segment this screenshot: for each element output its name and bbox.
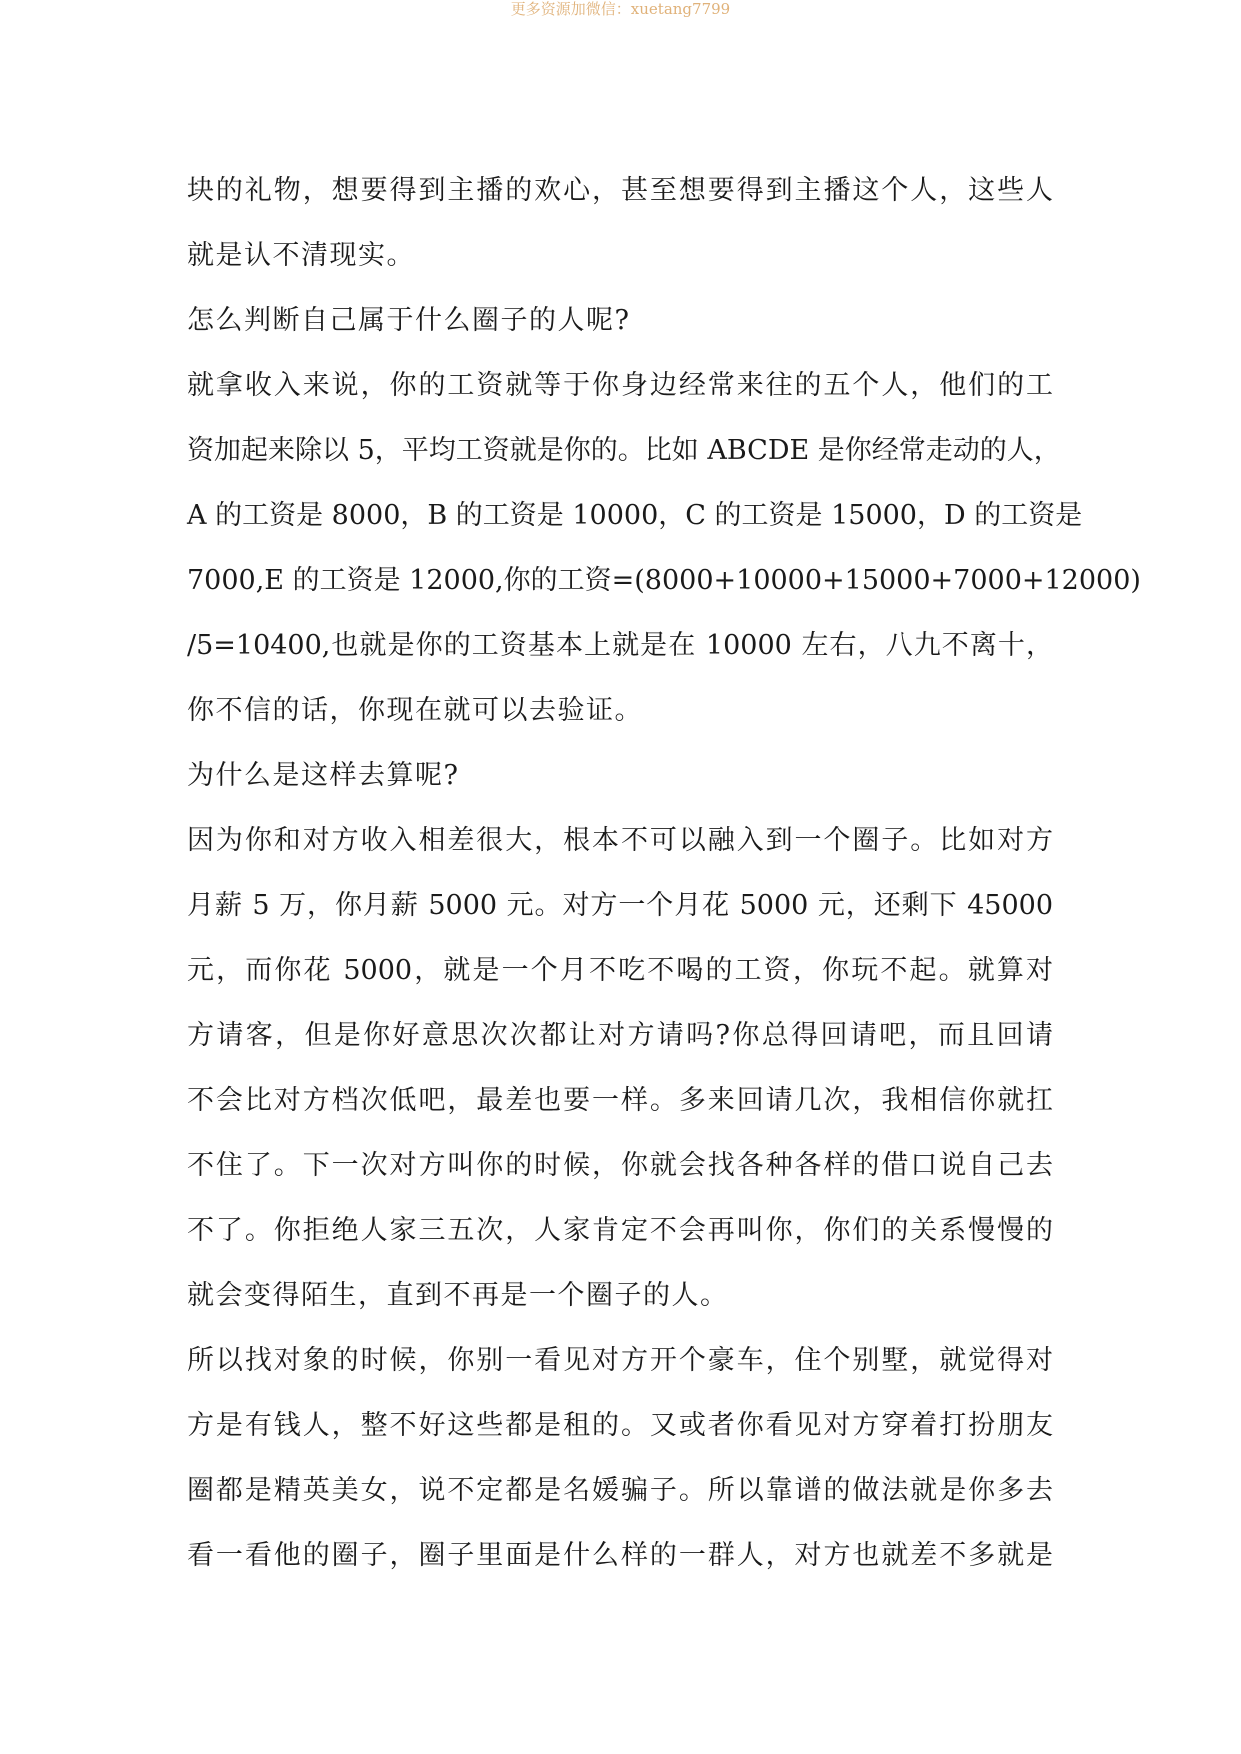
text-line: 不住了。下一次对方叫你的时候，你就会找各种各样的借口说自己去 xyxy=(187,1150,1053,1181)
text-line: 资加起来除以 5，平均工资就是你的。比如 ABCDE 是你经常走动的人， xyxy=(187,435,1061,466)
text-line: 所以找对象的时候，你别一看见对方开个豪车，住个别墅，就觉得对 xyxy=(187,1345,1053,1376)
text-line: 不会比对方档次低吧，最差也要一样。多来回请几次，我相信你就扛 xyxy=(187,1085,1053,1116)
text-line: 看一看他的圈子，圈子里面是什么样的一群人，对方也就差不多就是 xyxy=(187,1540,1053,1571)
text-line: 方请客，但是你好意思次次都让对方请吗?你总得回请吧，而且回请 xyxy=(187,1020,1053,1051)
text-line: 就会变得陌生，直到不再是一个圈子的人。 xyxy=(187,1280,729,1311)
text-line: 元，而你花 5000，就是一个月不吃不喝的工资，你玩不起。就算对 xyxy=(187,955,1053,986)
text-line: 不了。你拒绝人家三五次，人家肯定不会再叫你，你们的关系慢慢的 xyxy=(187,1215,1053,1246)
text-line: 圈都是精英美女，说不定都是名媛骗子。所以靠谱的做法就是你多去 xyxy=(187,1475,1053,1506)
document-body xyxy=(187,158,1141,1588)
text-line: 就拿收入来说，你的工资就等于你身边经常来往的五个人，他们的工 xyxy=(187,370,1053,401)
header-watermark: 更多资源加微信：xuetang7799 xyxy=(510,0,731,18)
text-line: 7000,E 的工资是 12000,你的工资=(8000+10000+15000+7000+12000) xyxy=(187,565,1141,596)
text-line: 月薪 5 万，你月薪 5000 元。对方一个月花 5000 元，还剩下 45000 xyxy=(187,890,1053,921)
text-line: 块的礼物，想要得到主播的欢心，甚至想要得到主播这个人，这些人 xyxy=(187,175,1053,206)
text-line: 因为你和对方收入相差很大，根本不可以融入到一个圈子。比如对方 xyxy=(187,825,1053,856)
text-line: /5=10400,也就是你的工资基本上就是在 10000 左右，八九不离十， xyxy=(187,630,1053,661)
text-line: 方是有钱人，整不好这些都是租的。又或者你看见对方穿着打扮朋友 xyxy=(187,1410,1053,1441)
text-line: 你不信的话，你现在就可以去验证。 xyxy=(187,695,643,726)
text-line: 怎么判断自己属于什么圈子的人呢? xyxy=(187,305,631,336)
text-line: 为什么是这样去算呢? xyxy=(187,760,460,791)
text-line: 就是认不清现实。 xyxy=(187,240,415,271)
text-line: A 的工资是 8000，B 的工资是 10000，C 的工资是 15000，D 的工资是 xyxy=(187,500,1083,531)
